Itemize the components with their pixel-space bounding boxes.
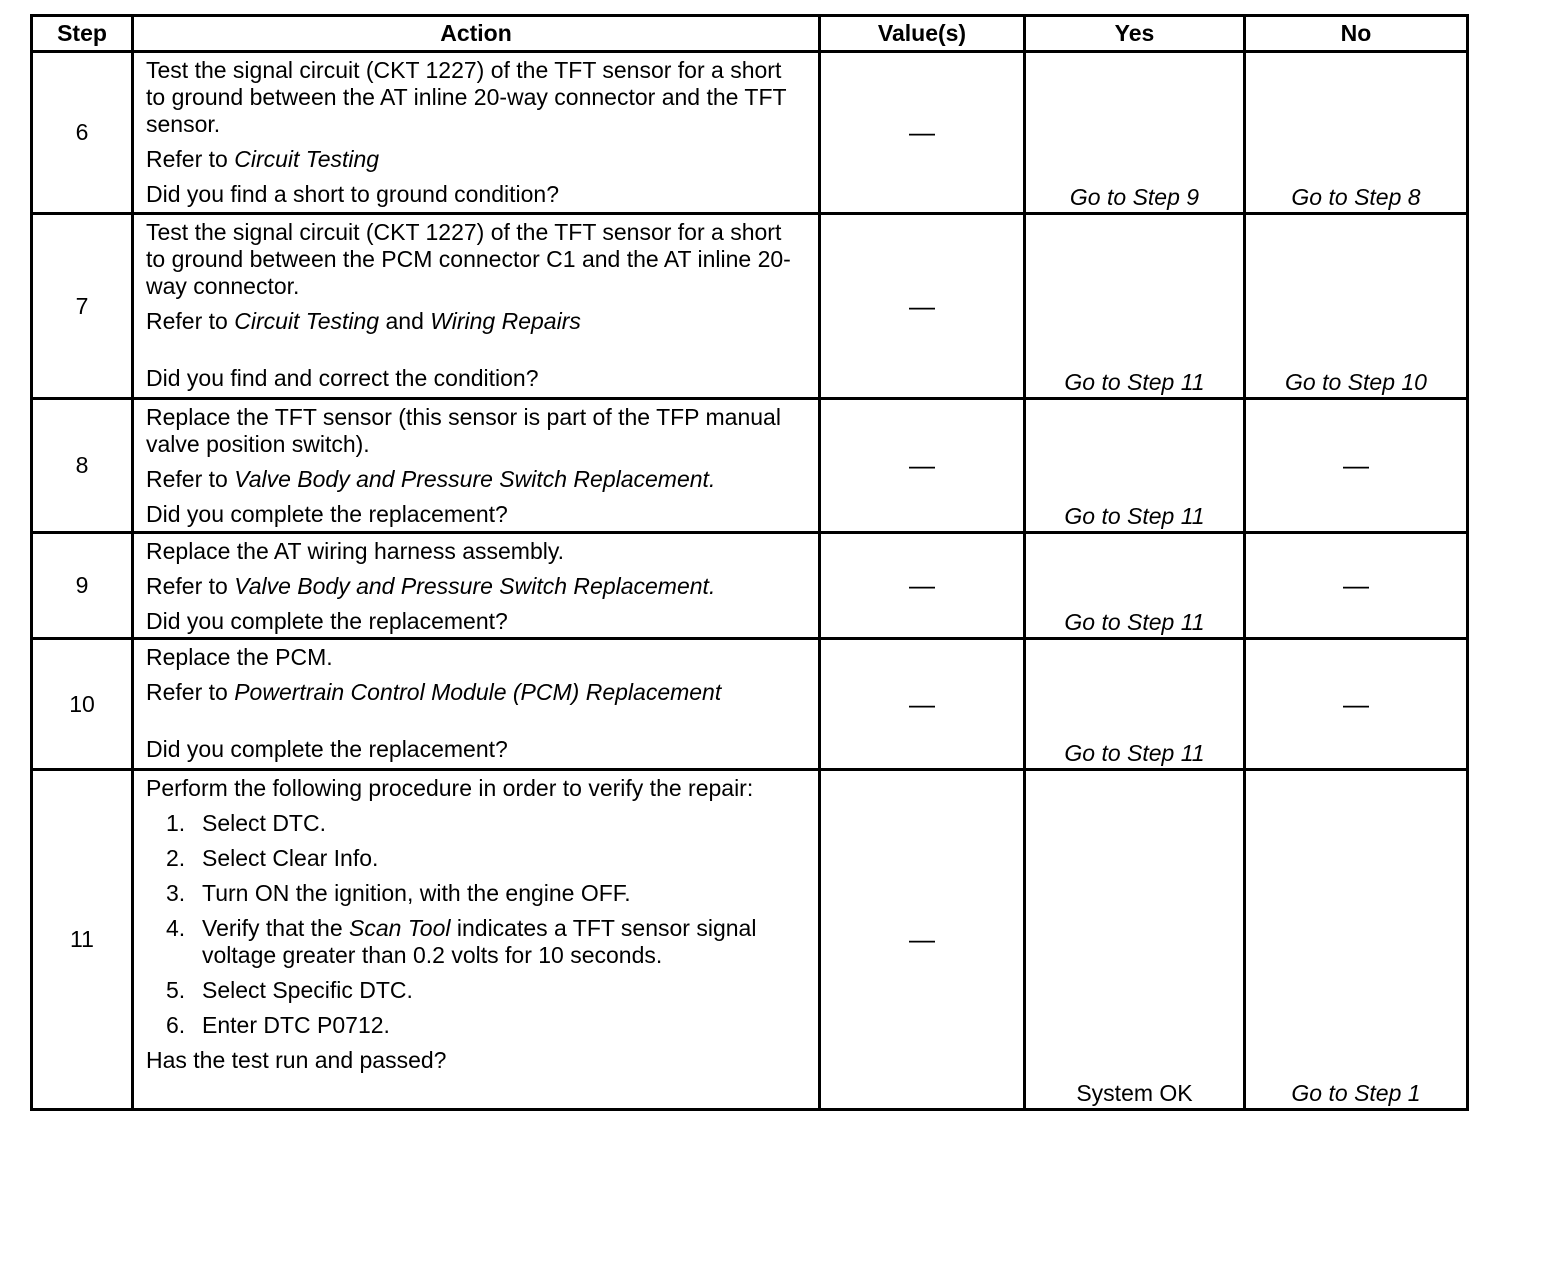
action-cell	[133, 399, 820, 533]
yes-cell: System OK	[1025, 770, 1245, 1110]
no-cell: Go to Step 10	[1245, 214, 1468, 399]
action-text: Test the signal circuit (CKT 1227) of the TFT sensor for a short to ground between the PCM connector C1 and the AT inline 20-way connector.	[146, 219, 791, 299]
value-cell: —	[820, 770, 1025, 1110]
header-yes: Yes	[1025, 16, 1245, 52]
header-row	[32, 16, 1468, 52]
no-cell: Go to Step 8	[1245, 52, 1468, 214]
step-number: 7	[32, 214, 133, 399]
table-row-step-7	[32, 214, 1468, 399]
action-text: Replace the AT wiring harness assembly.	[146, 538, 565, 564]
yes-cell: Go to Step 11	[1025, 214, 1245, 399]
header-values: Value(s)	[820, 16, 1025, 52]
header-no: No	[1245, 16, 1468, 52]
list-item: 3. Turn ON the ignition, with the engine OFF.	[166, 880, 631, 906]
yes-cell: Go to Step 11	[1025, 639, 1245, 770]
header-action: Action	[133, 16, 820, 52]
table-row-step-11	[32, 770, 1468, 1110]
list-item: 4. Verify that the Scan Tool indicates a TFT sensor signal voltage greater than 0.2 volts for 10 seconds.	[166, 915, 757, 968]
action-cell	[133, 214, 820, 399]
refer-line: Refer to Circuit Testing	[146, 146, 380, 172]
list-item: 6. Enter DTC P0712.	[166, 1012, 390, 1038]
ref-scan-tool: Scan Tool	[349, 915, 451, 941]
ref-link-circuit-testing: Circuit Testing	[234, 308, 380, 334]
yes-cell: Go to Step 9	[1025, 52, 1245, 214]
question-text: Did you complete the replacement?	[146, 608, 508, 634]
step-number: 11	[32, 770, 133, 1110]
table-row-step-10	[32, 639, 1468, 770]
action-text: Perform the following procedure in order to verify the repair:	[146, 775, 754, 801]
value-cell: —	[820, 214, 1025, 399]
no-cell: —	[1245, 639, 1468, 770]
procedure-list	[146, 810, 806, 1039]
ref-link-valve-body: Valve Body and Pressure Switch Replacement.	[234, 573, 716, 599]
list-item: 2. Select Clear Info.	[166, 845, 379, 871]
question-text: Has the test run and passed?	[146, 1047, 447, 1073]
header-step: Step	[32, 16, 133, 52]
refer-line: Refer to Valve Body and Pressure Switch Replacement.	[146, 573, 716, 599]
step-number: 9	[32, 533, 133, 639]
list-item: 1. Select DTC.	[166, 810, 326, 836]
question-text: Did you complete the replacement?	[146, 736, 508, 762]
no-cell: Go to Step 1	[1245, 770, 1468, 1110]
action-text: Replace the TFT sensor (this sensor is part of the TFP manual valve position switch).	[146, 404, 781, 457]
ref-link-wiring-repairs: Wiring Repairs	[430, 308, 581, 334]
action-cell	[133, 52, 820, 214]
step-number: 6	[32, 52, 133, 214]
step-number: 8	[32, 399, 133, 533]
value-cell: —	[820, 399, 1025, 533]
ref-link-valve-body: Valve Body and Pressure Switch Replacement.	[234, 466, 716, 492]
refer-line: Refer to Circuit Testing and Wiring Repairs	[146, 308, 581, 334]
question-text: Did you complete the replacement?	[146, 501, 508, 527]
action-cell	[133, 770, 820, 1110]
diagnostic-table	[30, 14, 1469, 1111]
yes-cell: Go to Step 11	[1025, 533, 1245, 639]
action-cell	[133, 639, 820, 770]
value-cell: —	[820, 639, 1025, 770]
table-row-step-9	[32, 533, 1468, 639]
value-cell: —	[820, 52, 1025, 214]
yes-cell: Go to Step 11	[1025, 399, 1245, 533]
list-item: 5. Select Specific DTC.	[166, 977, 413, 1003]
ref-link-pcm-replacement: Powertrain Control Module (PCM) Replacement	[234, 679, 722, 705]
value-cell: —	[820, 533, 1025, 639]
no-cell: —	[1245, 399, 1468, 533]
refer-line: Refer to Powertrain Control Module (PCM) Replacement	[146, 679, 722, 705]
action-text: Test the signal circuit (CKT 1227) of the TFT sensor for a short to ground between the AT inline 20-way connector and the TFT sensor.	[146, 57, 787, 137]
action-text: Replace the PCM.	[146, 644, 333, 670]
question-text: Did you find a short to ground condition?	[146, 181, 559, 207]
refer-line: Refer to Valve Body and Pressure Switch Replacement.	[146, 466, 716, 492]
no-cell: —	[1245, 533, 1468, 639]
action-cell	[133, 533, 820, 639]
table-row-step-8	[32, 399, 1468, 533]
step-number: 10	[32, 639, 133, 770]
table-row-step-6	[32, 52, 1468, 214]
ref-link-circuit-testing: Circuit Testing	[234, 146, 380, 172]
question-text: Did you find and correct the condition?	[146, 365, 539, 391]
